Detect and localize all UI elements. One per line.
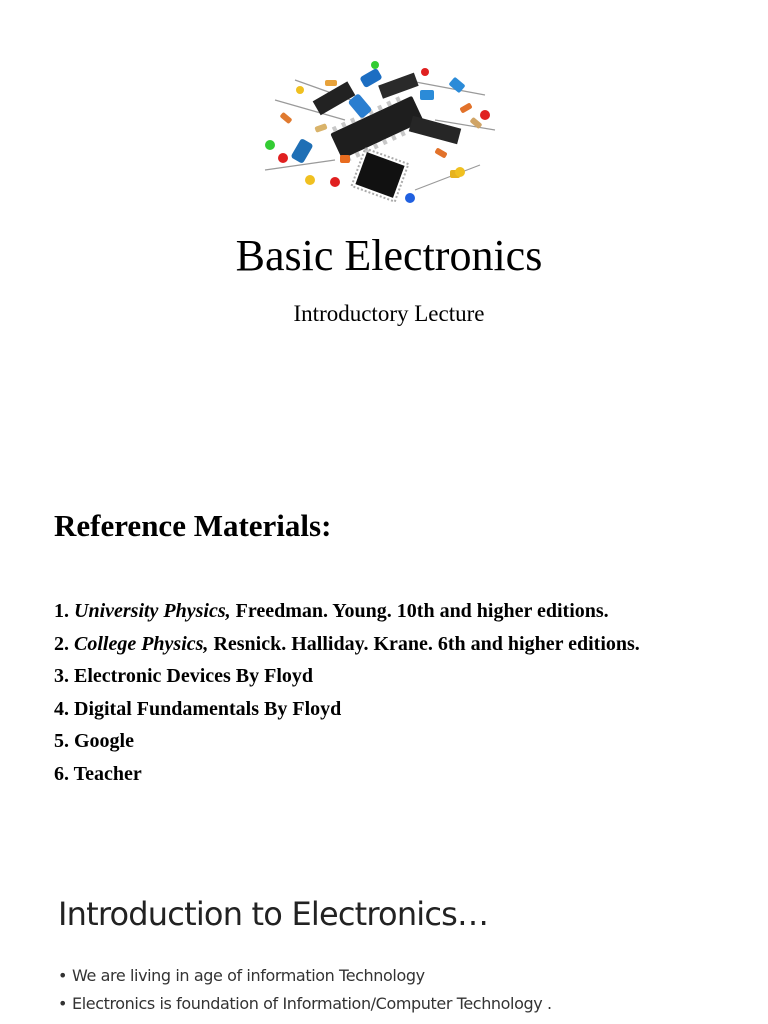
slide-subtitle: Introductory Lecture bbox=[293, 301, 485, 326]
bullet-icon: • bbox=[58, 994, 68, 1013]
references-slide bbox=[0, 470, 768, 870]
bullet-icon: • bbox=[58, 966, 68, 985]
intro-bullet-text: We are living in age of information Technology bbox=[72, 966, 425, 985]
title-slide bbox=[0, 0, 768, 470]
intro-heading: Introduction to Electronics… bbox=[58, 895, 489, 933]
slide-title: Basic Electronics bbox=[235, 231, 543, 280]
reference-item bbox=[54, 595, 640, 628]
reference-item bbox=[54, 725, 640, 758]
references-list bbox=[54, 595, 640, 790]
reference-item bbox=[54, 758, 640, 791]
reference-details: Freedman. Young. 10th and higher editions. bbox=[235, 600, 609, 622]
reference-title: College Physics, bbox=[74, 632, 209, 655]
reference-item bbox=[54, 693, 640, 726]
reference-details: Digital Fundamentals By Floyd bbox=[74, 697, 342, 720]
references-heading: Reference Materials: bbox=[54, 508, 332, 543]
reference-details: Google bbox=[74, 730, 134, 752]
reference-number: 1. bbox=[54, 600, 69, 622]
reference-number: 6. bbox=[54, 762, 69, 785]
intro-bullet-text: Electronics is foundation of Information/Computer Technology . bbox=[72, 994, 552, 1013]
intro-bullet-list bbox=[58, 962, 552, 1018]
reference-number: 5. bbox=[54, 730, 69, 752]
electronic-components-icon bbox=[255, 60, 505, 210]
reference-title: University Physics, bbox=[74, 600, 231, 622]
reference-number: 4. bbox=[54, 697, 69, 720]
reference-number: 3. bbox=[54, 665, 69, 687]
reference-details: Teacher bbox=[73, 762, 142, 785]
intro-bullet bbox=[58, 962, 552, 990]
intro-slide bbox=[0, 870, 768, 1024]
reference-item bbox=[54, 628, 640, 661]
intro-bullet bbox=[58, 990, 552, 1018]
reference-details: Resnick. Halliday. Krane. 6th and higher editions. bbox=[213, 632, 640, 655]
reference-details: Electronic Devices By Floyd bbox=[74, 665, 314, 687]
reference-number: 2. bbox=[54, 632, 69, 655]
reference-item bbox=[54, 660, 640, 693]
